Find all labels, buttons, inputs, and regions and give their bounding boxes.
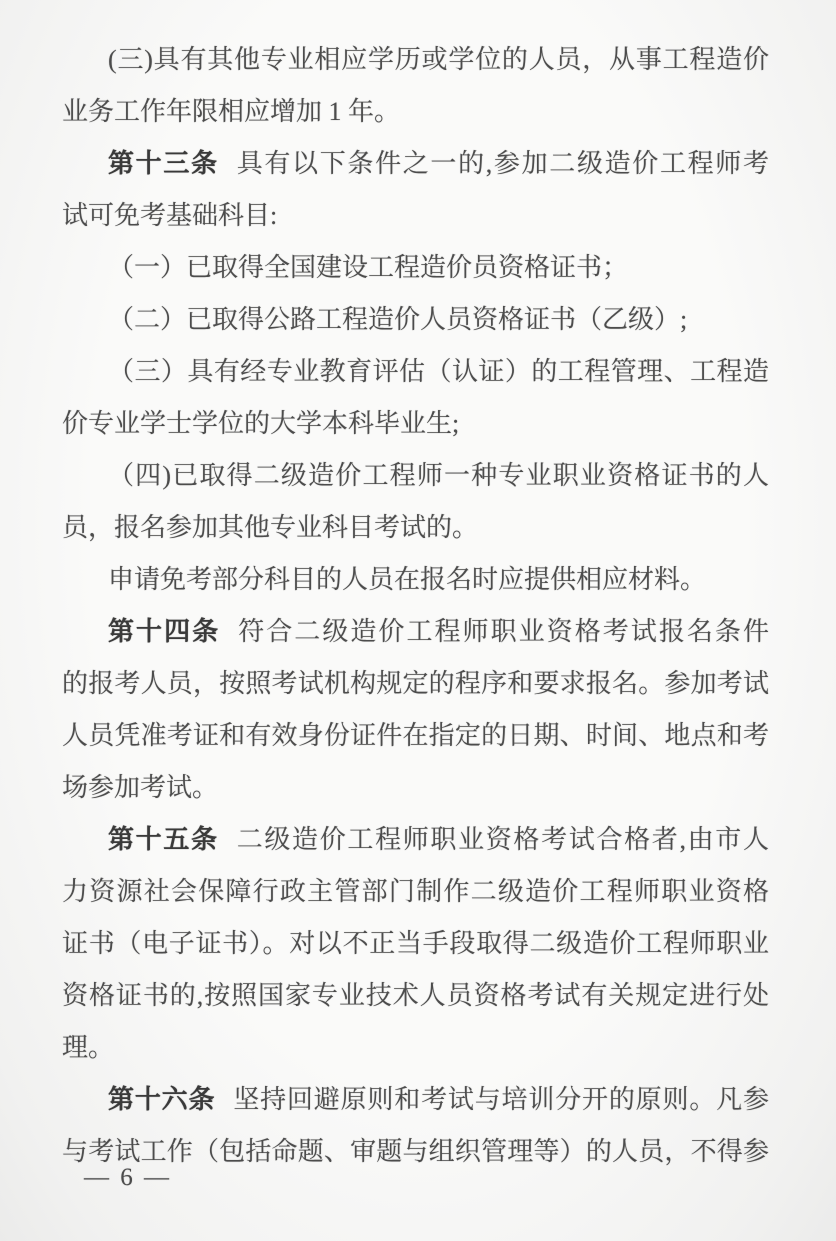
text-line xyxy=(62,606,769,658)
line-text: 证书（电子证书）。对以不正当手段取得二级造价工程师职业 xyxy=(62,929,769,958)
line-text: 坚持回避原则和考试与培训分开的原则。凡参 xyxy=(233,1085,769,1114)
line-text: 价专业学士学位的大学本科毕业生; xyxy=(62,409,460,438)
line-text: （四)已取得二级造价工程师一种专业职业资格证书的人 xyxy=(108,461,769,490)
text-line xyxy=(62,346,769,398)
line-text: 理。 xyxy=(62,1033,115,1062)
line-text: 二级造价工程师职业资格考试合格者,由市人 xyxy=(236,825,769,854)
line-text: 的报考人员，按照考试机构规定的程序和要求报名。参加考试 xyxy=(62,669,769,698)
line-text: （二）已取得公路工程造价人员资格证书（乙级）; xyxy=(108,305,688,334)
text-line xyxy=(62,814,769,866)
line-text: 与考试工作（包括命题、审题与组织管理等）的人员，不得参 xyxy=(62,1137,769,1166)
text-line xyxy=(62,554,769,606)
text-line xyxy=(62,1074,769,1126)
text-line xyxy=(62,242,769,294)
text-line xyxy=(62,1022,769,1074)
text-line xyxy=(62,502,769,554)
line-text: 场参加考试。 xyxy=(62,773,219,802)
text-line xyxy=(62,398,769,450)
text-line xyxy=(62,450,769,502)
text-line xyxy=(62,34,769,86)
article-heading: 第十六条 xyxy=(108,1085,216,1114)
text-line xyxy=(62,86,769,138)
text-line xyxy=(62,970,769,1022)
page-number: — 6 — xyxy=(84,1164,169,1191)
line-text: （一）已取得全国建设工程造价员资格证书； xyxy=(108,253,629,282)
article-heading: 第十四条 xyxy=(108,617,221,646)
text-line xyxy=(62,658,769,710)
line-text: 符合二级造价工程师职业资格考试报名条件 xyxy=(238,617,769,646)
text-line xyxy=(62,138,769,190)
line-text: （三）具有经专业教育评估（认证）的工程管理、工程造 xyxy=(108,357,769,386)
line-text: 申请免考部分科目的人员在报名时应提供相应材料。 xyxy=(108,565,707,594)
text-line xyxy=(62,294,769,346)
line-text: 试可免考基础科目: xyxy=(62,201,278,230)
text-line xyxy=(62,762,769,814)
document-body xyxy=(62,34,769,1178)
line-text: 员，报名参加其他专业科目考试的。 xyxy=(62,513,479,542)
line-text: 人员凭准考证和有效身份证件在指定的日期、时间、地点和考 xyxy=(62,721,769,750)
line-text: 力资源社会保障行政主管部门制作二级造价工程师职业资格 xyxy=(62,877,769,906)
article-heading: 第十三条 xyxy=(108,149,219,178)
article-heading: 第十五条 xyxy=(108,825,219,854)
text-line xyxy=(62,190,769,242)
line-text: 资格证书的,按照国家专业技术人员资格考试有关规定进行处 xyxy=(62,981,769,1010)
line-text: 业务工作年限相应增加 1 年。 xyxy=(62,97,401,126)
text-line xyxy=(62,866,769,918)
line-text: (三)具有其他专业相应学历或学位的人员，从事工程造价 xyxy=(108,45,769,74)
text-line xyxy=(62,918,769,970)
text-line xyxy=(62,710,769,762)
line-text: 具有以下条件之一的,参加二级造价工程师考 xyxy=(236,149,769,178)
